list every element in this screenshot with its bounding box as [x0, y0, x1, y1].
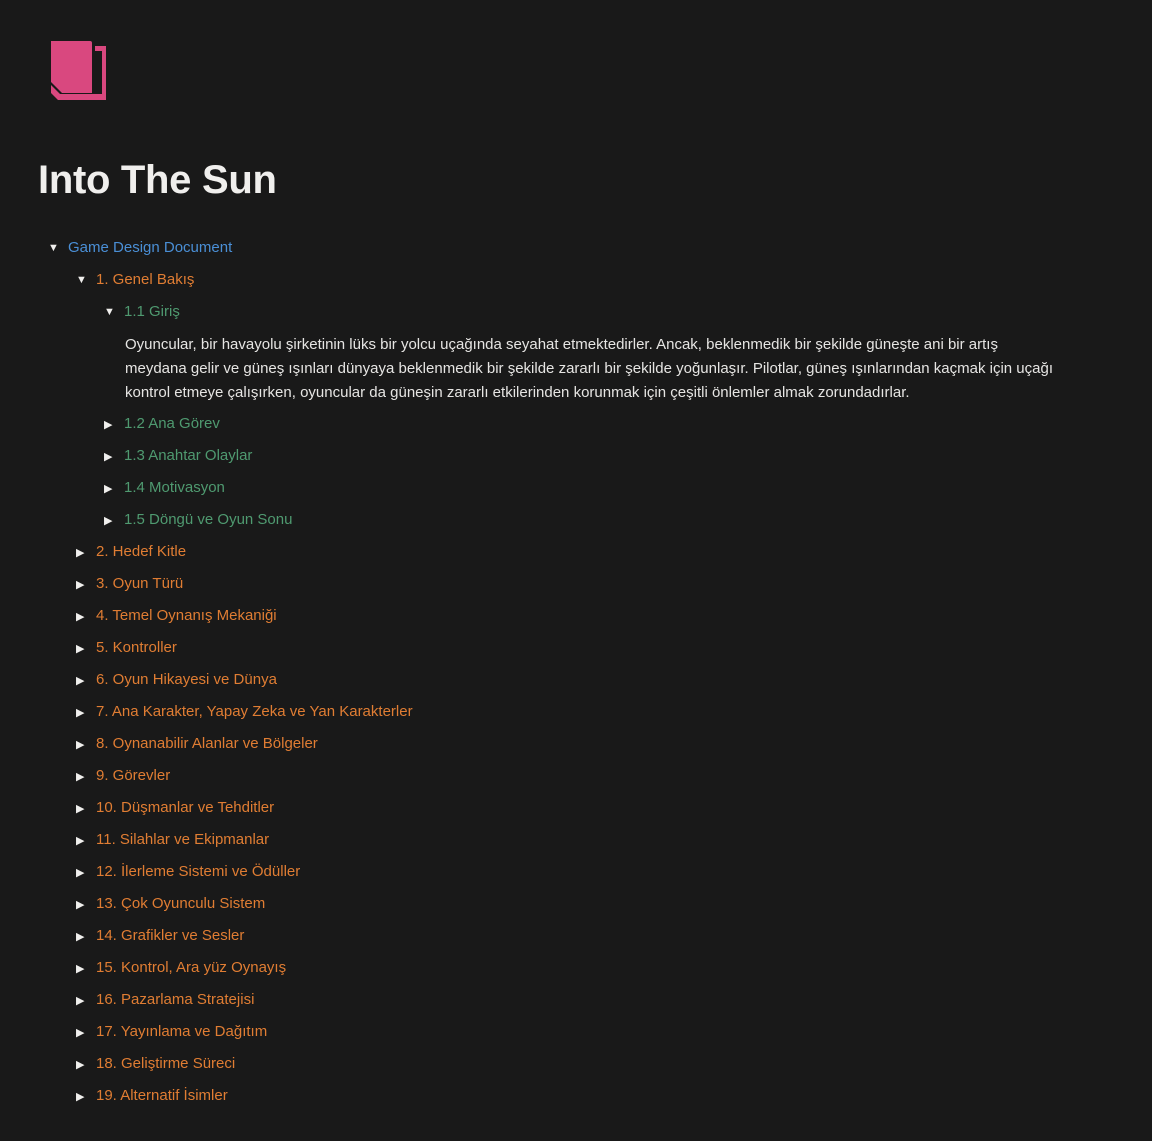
- toggle-section[interactable]: [68, 760, 170, 792]
- page-title: Into The Sun: [38, 158, 277, 202]
- toggle-label[interactable]: 1. Genel Bakış: [96, 271, 195, 288]
- toggle-label[interactable]: 8. Oynanabilir Alanlar ve Bölgeler: [96, 735, 318, 752]
- triangle-right-icon[interactable]: ▶: [76, 546, 85, 559]
- triangle-right-icon[interactable]: ▶: [76, 802, 85, 815]
- toggle-section[interactable]: [68, 664, 277, 696]
- giris-paragraph: Oyuncular, bir havayolu şirketinin lüks bir yolcu uçağında seyahat etmektedirler. Ancak, beklenmedik bir şekilde güneşte ani bir artış meydana gelir ve güneş ışınları dünyaya beklenmedik bir şekilde zararlı bir şekilde yoğunlaşır. Pilotlar, güneş ışınlarından kaçmak için uçağı kontrol etmeye çalışırken, oyuncular da güneşin zararlı etkilerinden korunmak için çeşitli önlemler almak zorundadırlar.: [125, 336, 1053, 401]
- toggle-label[interactable]: 15. Kontrol, Ara yüz Oynayış: [96, 959, 287, 976]
- toggle-label[interactable]: 17. Yayınlama ve Dağıtım: [96, 1023, 268, 1040]
- toggle-giris[interactable]: [96, 296, 180, 328]
- toggle-section[interactable]: [68, 632, 177, 664]
- toggle-subsection[interactable]: [96, 472, 225, 504]
- toggle-section[interactable]: [68, 536, 186, 568]
- triangle-right-icon[interactable]: ▶: [76, 834, 85, 847]
- triangle-right-icon[interactable]: ▶: [76, 930, 85, 943]
- toggle-label[interactable]: 16. Pazarlama Stratejisi: [96, 991, 255, 1008]
- triangle-right-icon[interactable]: ▶: [76, 770, 85, 783]
- toggle-subsection[interactable]: [96, 408, 220, 440]
- triangle-right-icon[interactable]: ▶: [104, 514, 113, 527]
- triangle-down-icon[interactable]: ▼: [48, 242, 59, 254]
- toggle-section[interactable]: [68, 824, 269, 856]
- toggle-label[interactable]: 9. Görevler: [96, 767, 171, 784]
- toggle-label[interactable]: 19. Alternatif İsimler: [96, 1087, 228, 1104]
- toggle-subsection[interactable]: [96, 440, 252, 472]
- toggle-section[interactable]: [68, 984, 254, 1016]
- toggle-section[interactable]: [68, 728, 318, 760]
- toggle-section[interactable]: [68, 856, 300, 888]
- toggle-label[interactable]: 1.4 Motivasyon: [124, 479, 225, 496]
- toggle-label[interactable]: 2. Hedef Kitle: [96, 543, 187, 560]
- toggle-section[interactable]: [68, 888, 265, 920]
- triangle-down-icon[interactable]: ▼: [104, 306, 115, 318]
- toggle-label[interactable]: 1.5 Döngü ve Oyun Sonu: [124, 511, 293, 528]
- triangle-right-icon[interactable]: ▶: [76, 642, 85, 655]
- toggle-game-design-document[interactable]: [40, 232, 232, 264]
- toggle-label[interactable]: 18. Geliştirme Süreci: [96, 1055, 236, 1072]
- triangle-right-icon[interactable]: ▶: [76, 578, 85, 591]
- toggle-section[interactable]: [68, 600, 277, 632]
- toggle-label[interactable]: 1.2 Ana Görev: [124, 415, 220, 432]
- triangle-right-icon[interactable]: ▶: [104, 450, 113, 463]
- toggle-section[interactable]: [68, 1080, 228, 1112]
- toggle-section[interactable]: [68, 792, 274, 824]
- toggle-label[interactable]: 1.1 Giriş: [124, 303, 180, 320]
- toggle-section[interactable]: [68, 952, 286, 984]
- toggle-section[interactable]: [68, 568, 183, 600]
- triangle-down-icon[interactable]: ▼: [76, 274, 87, 286]
- triangle-right-icon[interactable]: ▶: [104, 418, 113, 431]
- toggle-section[interactable]: [68, 696, 413, 728]
- triangle-right-icon[interactable]: ▶: [76, 1026, 85, 1039]
- triangle-right-icon[interactable]: ▶: [76, 898, 85, 911]
- toggle-label[interactable]: 4. Temel Oynanış Mekaniği: [96, 607, 277, 624]
- triangle-right-icon[interactable]: ▶: [76, 738, 85, 751]
- toggle-label[interactable]: 3. Oyun Türü: [96, 575, 184, 592]
- toggle-label[interactable]: 12. İlerleme Sistemi ve Ödüller: [96, 863, 301, 880]
- toggle-label[interactable]: 14. Grafikler ve Sesler: [96, 927, 245, 944]
- toggle-label[interactable]: 7. Ana Karakter, Yapay Zeka ve Yan Karakterler: [96, 703, 413, 720]
- triangle-right-icon[interactable]: ▶: [76, 994, 85, 1007]
- toggle-label[interactable]: 5. Kontroller: [96, 639, 177, 656]
- toggle-label[interactable]: 1.3 Anahtar Olaylar: [124, 447, 253, 464]
- triangle-right-icon[interactable]: ▶: [104, 482, 113, 495]
- toggle-genel-bakis[interactable]: [68, 264, 194, 296]
- toggle-section[interactable]: [68, 920, 244, 952]
- toggle-subsection[interactable]: [96, 504, 292, 536]
- toggle-section[interactable]: [68, 1016, 267, 1048]
- triangle-right-icon[interactable]: ▶: [76, 866, 85, 879]
- toggle-section[interactable]: [68, 1048, 235, 1080]
- triangle-right-icon[interactable]: ▶: [76, 674, 85, 687]
- toggle-label[interactable]: 13. Çok Oyunculu Sistem: [96, 895, 266, 912]
- triangle-right-icon[interactable]: ▶: [76, 1058, 85, 1071]
- triangle-right-icon[interactable]: ▶: [76, 706, 85, 719]
- toggle-label[interactable]: Game Design Document: [68, 239, 233, 256]
- pages-icon[interactable]: [50, 41, 106, 101]
- toggle-label[interactable]: 6. Oyun Hikayesi ve Dünya: [96, 671, 277, 688]
- triangle-right-icon[interactable]: ▶: [76, 610, 85, 623]
- triangle-right-icon[interactable]: ▶: [76, 1090, 85, 1103]
- toggle-label[interactable]: 10. Düşmanlar ve Tehditler: [96, 799, 275, 816]
- toggle-label[interactable]: 11. Silahlar ve Ekipmanlar: [96, 831, 270, 848]
- triangle-right-icon[interactable]: ▶: [76, 962, 85, 975]
